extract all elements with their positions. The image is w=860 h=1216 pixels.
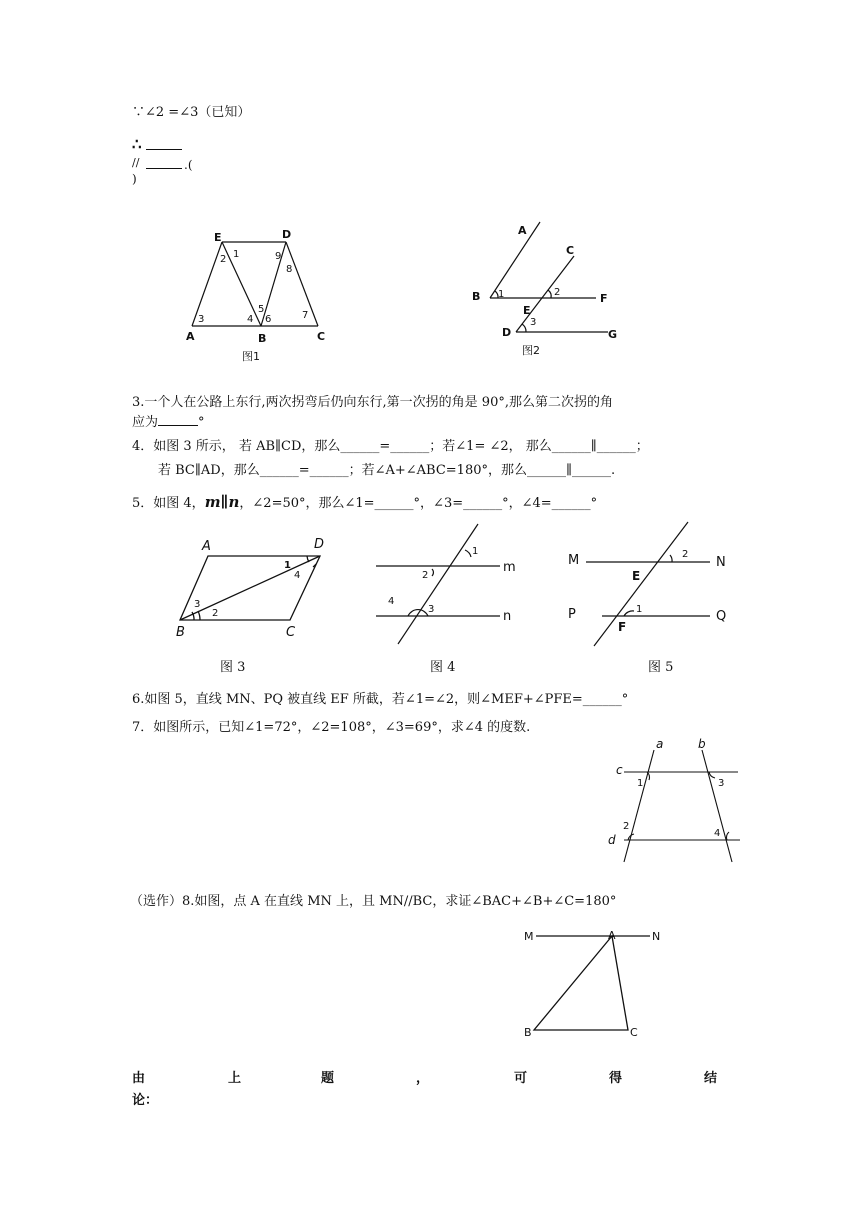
fig1-angle-6: 6 <box>265 314 272 325</box>
q5-text <box>132 493 597 513</box>
fig5-point-n: N <box>716 555 726 570</box>
fig8-point-b: B <box>524 1026 532 1039</box>
fig1-point-b: B <box>258 332 267 345</box>
fig2-point-b: B <box>472 290 481 303</box>
fig3-angle-2: 2 <box>212 608 219 619</box>
fig1-point-c: C <box>317 330 326 343</box>
fig8-point-c: C <box>630 1026 638 1039</box>
q3-line1: 3.一个人在公路上东行,两次拐弯后仍向东行,第一次拐的角是 90°,那么第二次拐的角 <box>132 395 613 410</box>
q3-degree: ° <box>198 415 205 430</box>
fig1-angle-5: 5 <box>258 304 265 315</box>
fig2-caption: 图2 <box>522 344 540 357</box>
fig2-point-e: E <box>523 304 531 317</box>
q5-mn: m∥n <box>204 493 240 511</box>
figure-4 <box>372 520 532 650</box>
figure-5 <box>564 518 744 648</box>
proof-reason-close: ) <box>132 172 137 186</box>
fig3-point-a: A <box>202 539 211 554</box>
fig7-line-d: d <box>608 833 616 847</box>
fig5-angle-2: 2 <box>682 549 689 560</box>
figure-1 <box>184 226 334 366</box>
fig4-angle-3: 3 <box>428 604 435 615</box>
q4-line1: 4．如图 3 所示， 若 AB∥CD，那么______=______；若∠1= ∠2， 那么______∥______； <box>132 439 649 454</box>
fig8-point-a: A <box>608 929 616 942</box>
fig1-point-d: D <box>282 228 292 241</box>
fig5-caption: 图 5 <box>648 660 674 675</box>
therefore-symbol: ∴ <box>132 135 142 153</box>
q3-line2-prefix: 应为 <box>132 415 159 430</box>
parallel-symbol: // <box>132 156 140 169</box>
fig1-angle-3: 3 <box>198 314 205 325</box>
fig5-point-m: M <box>568 553 580 568</box>
fig7-line-c: c <box>616 763 623 777</box>
fig3-angle-4: 4 <box>294 570 301 581</box>
fig7-angle-2: 2 <box>623 821 630 832</box>
fig7-angle-3: 3 <box>718 778 725 789</box>
proof-blank-1 <box>146 149 182 150</box>
conclusion-char-5: 可 <box>514 1071 528 1086</box>
figure-7 <box>602 736 752 866</box>
q5-prefix: 5．如图 4， <box>132 496 205 511</box>
conclusion-char-6: 得 <box>609 1071 623 1086</box>
fig5-point-e: E <box>632 569 641 583</box>
proof-blank-2 <box>146 168 182 169</box>
fig2-point-d: D <box>502 326 512 339</box>
conclusion-line2: 论： <box>132 1093 159 1108</box>
proof-given: ∵∠2 =∠3（已知） <box>132 105 251 120</box>
conclusion-char-4: ， <box>416 1071 430 1086</box>
fig4-angle-2: 2 <box>422 570 429 581</box>
fig3-point-b: B <box>176 625 185 640</box>
conclusion-char-1: 由 <box>132 1071 146 1086</box>
fig8-point-n: N <box>652 930 661 943</box>
fig4-angle-1: 1 <box>472 546 479 557</box>
conclusion-char-2: 上 <box>228 1071 242 1086</box>
fig2-angle-2: 2 <box>554 287 561 298</box>
fig5-point-f: F <box>618 620 627 634</box>
fig1-caption: 图1 <box>242 350 260 363</box>
fig5-angle-1: 1 <box>636 604 643 615</box>
q5-suffix: ，∠2=50°，那么∠1=______°，∠3=______°，∠4=______° <box>239 496 598 511</box>
fig7-line-b: b <box>698 737 706 751</box>
fig8-point-m: M <box>524 930 534 943</box>
fig3-angle-1: 1 <box>284 560 291 571</box>
fig4-line-m: m <box>503 560 516 575</box>
q8-text: （选作）8.如图，点 A 在直线 MN 上，且 MN//BC，求证∠BAC+∠B+∠C=180° <box>130 894 617 909</box>
figure-3 <box>172 532 342 642</box>
conclusion-char-3: 题 <box>321 1071 335 1086</box>
fig1-angle-7: 7 <box>302 310 309 321</box>
fig4-line-n: n <box>503 609 512 624</box>
fig7-angle-4: 4 <box>714 828 721 839</box>
fig4-angle-4: 4 <box>388 596 395 607</box>
q6-text: 6.如图 5，直线 MN、PQ 被直线 EF 所截，若∠1=∠2，则∠MEF+∠PFE=______° <box>132 692 629 707</box>
fig1-angle-2: 2 <box>220 254 227 265</box>
conclusion-char-7: 结 <box>704 1071 718 1086</box>
fig3-point-d: D <box>314 537 325 552</box>
fig4-caption: 图 4 <box>430 660 456 675</box>
proof-reason-open: .( <box>184 158 193 172</box>
fig1-angle-1: 1 <box>233 249 240 260</box>
fig1-angle-8: 8 <box>286 264 293 275</box>
fig2-point-c: C <box>566 244 575 257</box>
fig7-line-a: a <box>656 737 664 751</box>
fig2-point-f: F <box>600 292 608 305</box>
fig3-point-c: C <box>286 625 296 640</box>
fig1-point-e: E <box>214 231 222 244</box>
fig5-point-p: P <box>568 607 576 622</box>
fig3-angle-3: 3 <box>194 599 201 610</box>
q7-text: 7．如图所示，已知∠1=72°，∠2=108°，∠3=69°，求∠4 的度数. <box>132 720 531 735</box>
fig2-angle-1: 1 <box>498 289 505 300</box>
fig2-point-a: A <box>518 224 527 237</box>
fig5-point-q: Q <box>716 609 727 624</box>
fig7-angle-1: 1 <box>637 778 644 789</box>
fig1-angle-9: 9 <box>275 251 282 262</box>
fig1-angle-4: 4 <box>247 314 254 325</box>
fig3-caption: 图 3 <box>220 660 246 675</box>
q4-line2: 若 BC∥AD，那么______=______；若∠A+∠ABC=180°，那么______∥______. <box>158 463 616 478</box>
figure-2 <box>468 218 628 358</box>
q3-line2 <box>132 414 205 432</box>
fig2-angle-3: 3 <box>530 317 537 328</box>
fig1-point-a: A <box>186 330 195 343</box>
figure-8 <box>520 928 670 1038</box>
q3-blank <box>158 425 198 426</box>
fig2-point-g: G <box>608 328 618 341</box>
